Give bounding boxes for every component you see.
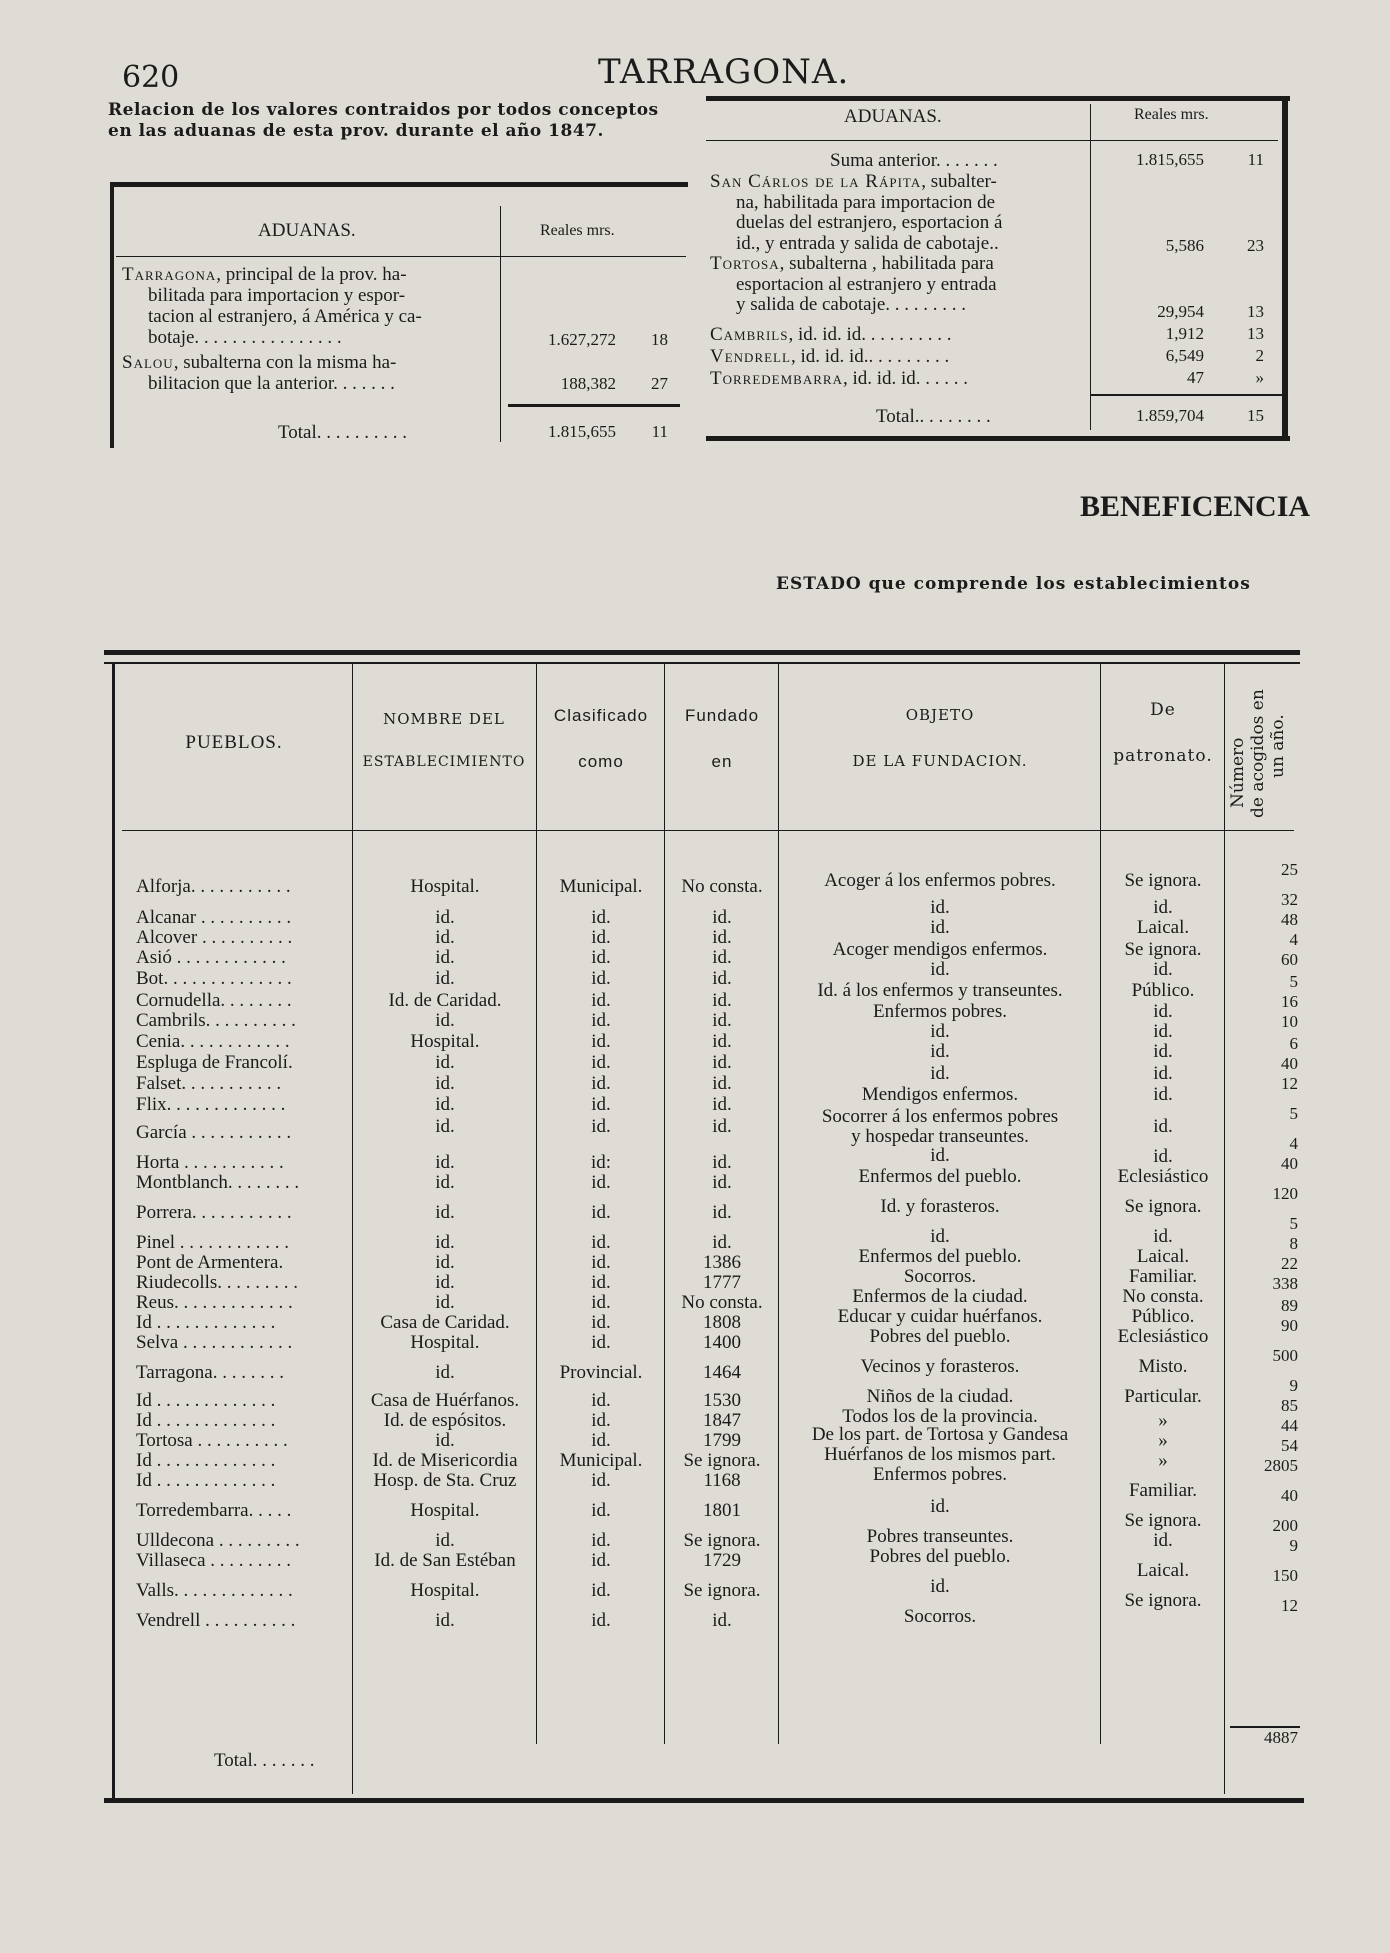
pueblos-cell: Espluga de Francolí. (136, 1052, 293, 1073)
pueblos-cell: Pinel . . . . . . . . . . . . (136, 1232, 290, 1253)
acogidos-cell: 200 (1272, 1516, 1298, 1535)
header-objeto-2: DE LA FUNDACION. (852, 752, 1028, 770)
left-total-reales: 1.815,655 (548, 422, 616, 441)
fundado-cell: 1168 (703, 1470, 741, 1491)
objeto-cell: Socorros. (903, 1606, 977, 1627)
objeto-cell: Socorros. (903, 1266, 977, 1287)
patronato-cell: id. (1153, 897, 1173, 918)
pueblos-cell: Tarragona. . . . . . . . (136, 1362, 284, 1383)
objeto-cell: id. (930, 1021, 950, 1042)
pueblos-cell: Id . . . . . . . . . . . . . (136, 1312, 276, 1333)
pueblos-cell: Riudecolls. . . . . . . . . (136, 1272, 299, 1293)
patronato-cell: Familiar. (1128, 1480, 1198, 1501)
objeto-cell: Niños de la ciudad. (866, 1386, 1014, 1407)
left-total-label: Total. . . . . . . . . . (278, 422, 408, 443)
san-carlos-mrs: 23 (1247, 236, 1264, 255)
patronato-cell: » (1158, 1430, 1168, 1451)
san-carlos-reales: 5,586 (1165, 236, 1204, 255)
fundado-cell: 1847 (703, 1410, 741, 1431)
nombre-cell: id. (435, 1202, 455, 1223)
acogidos-cell: 150 (1272, 1566, 1298, 1585)
acogidos-cell: 60 (1281, 950, 1298, 969)
suma-anterior-reales: 1.815,655 (1136, 150, 1204, 169)
patronato-cell: Se ignora. (1124, 1196, 1202, 1217)
header-objeto-1: OBJETO (905, 706, 975, 724)
fundado-cell: Se ignora. (683, 1450, 761, 1471)
patronato-cell: id. (1153, 1041, 1173, 1062)
clasificado-cell: id. (591, 1272, 611, 1293)
fundado-cell: id. (712, 1031, 732, 1052)
page-number: 620 (122, 60, 180, 95)
objeto-cell: Vecinos y forasteros. (860, 1356, 1020, 1377)
fundado-cell: 1729 (703, 1550, 741, 1571)
nombre-cell: Casa de Huérfanos. (370, 1390, 520, 1411)
fundado-cell: id. (712, 927, 732, 948)
nombre-cell: id. (435, 1272, 455, 1293)
fundado-cell: id. (712, 1073, 732, 1094)
clasificado-cell: id. (591, 1390, 611, 1411)
objeto-cell: Acoger mendigos enfermos. (832, 939, 1048, 960)
acogidos-cell: 9 (1289, 1536, 1298, 1555)
nombre-cell: Hospital. (410, 1031, 480, 1052)
patronato-cell: Laical. (1136, 1246, 1190, 1267)
fundado-cell: id. (712, 1232, 732, 1253)
suma-anterior-label: Suma anterior. . . . . . . (830, 150, 998, 171)
nombre-cell: id. (435, 1172, 455, 1193)
tortosa-mrs: 13 (1247, 302, 1264, 321)
clasificado-cell: id. (591, 947, 611, 968)
nombre-cell: Hospital. (410, 1580, 480, 1601)
clasificado-cell: id. (591, 927, 611, 948)
acogidos-cell: 6 (1289, 1034, 1298, 1053)
fundado-cell: 1808 (703, 1312, 741, 1333)
clasificado-cell: id. (591, 1202, 611, 1223)
clasificado-cell: Provincial. (559, 1362, 643, 1383)
fundado-cell: 1799 (703, 1430, 741, 1451)
patronato-cell: id. (1153, 959, 1173, 980)
objeto-cell: Enfermos del pueblo. (858, 1246, 1022, 1267)
patronato-cell: id. (1153, 1001, 1173, 1022)
nombre-cell: id. (435, 1610, 455, 1631)
objeto-cell: Huérfanos de los mismos part. (824, 1444, 1056, 1465)
customs-table-right (704, 96, 1290, 442)
acogidos-cell: 89 (1281, 1296, 1298, 1315)
pueblos-cell: Id . . . . . . . . . . . . . (136, 1390, 276, 1411)
running-title: TARRAGONA. (598, 52, 850, 92)
clasificado-cell: id. (591, 1232, 611, 1253)
objeto-cell: Enfermos pobres. (872, 1464, 1008, 1485)
nombre-cell: id. (435, 1052, 455, 1073)
objeto-cell: Todos los de la provincia. (842, 1406, 1038, 1427)
acogidos-cell: 40 (1281, 1154, 1298, 1173)
clasificado-cell: id. (591, 1312, 611, 1333)
pueblos-cell: Cambrils. . . . . . . . . . (136, 1010, 296, 1031)
fundado-cell: id. (712, 1116, 732, 1137)
objeto-cell: id. (930, 917, 950, 938)
clasificado-cell: id. (591, 1010, 611, 1031)
nombre-cell: id. (435, 1094, 455, 1115)
objeto-cell: Id. á los enfermos y transeuntes. (817, 980, 1063, 1001)
nombre-cell: Id. de San Estéban (374, 1550, 516, 1571)
pueblos-cell: Id . . . . . . . . . . . . . (136, 1450, 276, 1471)
estado-caption: ESTADO que comprende los establecimientos (776, 574, 1251, 594)
pueblos-cell: Selva . . . . . . . . . . . . (136, 1332, 293, 1353)
nombre-cell: Hospital. (410, 1500, 480, 1521)
clasificado-cell: Municipal. (559, 876, 643, 897)
total-label: Total. . . . . . . (214, 1750, 315, 1771)
pueblos-cell: Tortosa . . . . . . . . . . (136, 1430, 288, 1451)
acogidos-cell: 44 (1281, 1416, 1298, 1435)
acogidos-cell: 5 (1289, 1104, 1298, 1123)
pueblos-cell: Cenia. . . . . . . . . . . . (136, 1031, 290, 1052)
col-header-aduanas: ADUANAS. (258, 220, 356, 241)
pueblos-cell: Porrera. . . . . . . . . . . (136, 1202, 292, 1223)
patronato-cell: Público. (1131, 980, 1195, 1001)
customs-row-salou: Salou, subalterna con la misma ha- bilitacion que la anterior. . . . . . . (122, 352, 397, 394)
acogidos-cell: 12 (1281, 1074, 1298, 1093)
nombre-cell: Hospital. (410, 1332, 480, 1353)
col-header-reales: Reales mrs. (540, 222, 615, 239)
objeto-cell: id. (930, 1226, 950, 1247)
customs-row-cambrils: Cambrils, id. id. id. . . . . . . . . . (710, 324, 952, 345)
nombre-cell: id. (435, 1292, 455, 1313)
objeto-cell: id. (930, 1041, 950, 1062)
header-acogidos-1: Número (1228, 737, 1248, 808)
acogidos-cell: 338 (1272, 1274, 1298, 1293)
nombre-cell: id. (435, 1362, 455, 1383)
header-acogidos-3: un año. (1268, 714, 1288, 778)
pueblos-cell: Bot. . . . . . . . . . . . . . (136, 968, 292, 989)
acogidos-cell: 90 (1281, 1316, 1298, 1335)
nombre-cell: id. (435, 1152, 455, 1173)
nombre-cell: id. (435, 1010, 455, 1031)
acogidos-cell: 4 (1289, 1134, 1298, 1153)
patronato-cell: Eclesiástico (1117, 1326, 1209, 1347)
fundado-cell: id. (712, 1052, 732, 1073)
objeto-cell: Mendigos enfermos. (861, 1084, 1019, 1105)
fundado-cell: id. (712, 1152, 732, 1173)
acogidos-cell: 16 (1281, 992, 1298, 1011)
acogidos-cell: 500 (1272, 1346, 1298, 1365)
nombre-cell: id. (435, 1530, 455, 1551)
clasificado-cell: id. (591, 1500, 611, 1521)
nombre-cell: id. (435, 1252, 455, 1273)
section-title: BENEFICENCIA (1080, 490, 1311, 523)
patronato-cell: Particular. (1124, 1386, 1202, 1407)
tarragona-reales: 1.627,272 (548, 330, 616, 349)
nombre-cell: Id. de Misericordia (372, 1450, 518, 1471)
objeto-cell: id. (930, 1145, 950, 1166)
pueblos-cell: Reus. . . . . . . . . . . . . (136, 1292, 293, 1313)
clasificado-cell: id. (591, 1073, 611, 1094)
nombre-cell: id. (435, 1430, 455, 1451)
patronato-cell: id. (1153, 1063, 1173, 1084)
fundado-cell: id. (712, 990, 732, 1011)
fundado-cell: id. (712, 1202, 732, 1223)
objeto-cell: Educar y cuidar huérfanos. (837, 1306, 1043, 1327)
patronato-cell: Eclesiástico (1117, 1166, 1209, 1187)
pueblos-cell: Vendrell . . . . . . . . . . (136, 1610, 296, 1631)
nombre-cell: id. (435, 927, 455, 948)
objeto-cell: Pobres del pueblo. (869, 1326, 1011, 1347)
fundado-cell: No consta. (681, 876, 763, 897)
left-total-mrs: 11 (651, 422, 668, 441)
pueblos-cell: Flix. . . . . . . . . . . . . (136, 1094, 286, 1115)
nombre-cell: id. (435, 1232, 455, 1253)
pueblos-cell: Cornudella. . . . . . . . (136, 990, 292, 1011)
patronato-cell: Se ignora. (1124, 1510, 1202, 1531)
clasificado-cell: id. (591, 990, 611, 1011)
fundado-cell: id. (712, 1610, 732, 1631)
clasificado-cell: id. (591, 1094, 611, 1115)
pueblos-cell: Pont de Armentera. (136, 1252, 284, 1273)
pueblos-cell: Alforja. . . . . . . . . . . (136, 876, 291, 897)
customs-row-vendrell: Vendrell, id. id. id.. . . . . . . . . (710, 346, 950, 367)
clasificado-cell: id. (591, 1031, 611, 1052)
suma-anterior-mrs: 11 (1247, 150, 1264, 169)
fundado-cell: id. (712, 1094, 732, 1115)
patronato-cell: id. (1153, 1226, 1173, 1247)
nombre-cell: Hosp. de Sta. Cruz (373, 1470, 517, 1491)
customs-row-tortosa: Tortosa, subalterna , habilitada para esportacion al estranjero y entrada y salida de cabotaje. . . . . . . . . (710, 253, 997, 315)
vendrell-mrs: 2 (1255, 346, 1264, 365)
salou-reales: 188,382 (560, 374, 616, 393)
clasificado-cell: id: (590, 1152, 612, 1173)
header-fundado-1: Fundado (684, 706, 760, 725)
acogidos-cell: 85 (1281, 1396, 1298, 1415)
clasificado-cell: id. (591, 1052, 611, 1073)
tortosa-reales: 29,954 (1157, 302, 1204, 321)
objeto-cell: Socorrer á los enfermos pobres (821, 1106, 1059, 1127)
salou-mrs: 27 (651, 374, 668, 393)
header-pueblos: PUEBLOS. (185, 732, 283, 753)
customs-table-left (108, 182, 688, 452)
nombre-cell: id. (435, 968, 455, 989)
pueblos-cell: Horta . . . . . . . . . . . (136, 1152, 284, 1173)
acogidos-cell: 10 (1281, 1012, 1298, 1031)
nombre-cell: Hospital. (410, 876, 480, 897)
clasificado-cell: id. (591, 968, 611, 989)
header-patronato-2: patronato. (1113, 746, 1213, 766)
pueblos-cell: Id . . . . . . . . . . . . . (136, 1470, 276, 1491)
patronato-cell: id. (1153, 1116, 1173, 1137)
clasificado-cell: id. (591, 1580, 611, 1601)
acogidos-cell: 22 (1281, 1254, 1298, 1273)
clasificado-cell: id. (591, 1332, 611, 1353)
fundado-cell: id. (712, 1172, 732, 1193)
pueblos-cell: Id . . . . . . . . . . . . . (136, 1410, 276, 1431)
clasificado-cell: id. (591, 1610, 611, 1631)
fundado-cell: id. (712, 968, 732, 989)
fundado-cell: 1801 (703, 1500, 741, 1521)
patronato-cell: Se ignora. (1124, 870, 1202, 891)
acogidos-cell: 120 (1272, 1184, 1298, 1203)
right-total-reales: 1.859,704 (1136, 406, 1204, 425)
objeto-cell: y hospedar transeuntes. (851, 1126, 1029, 1147)
clasificado-cell: id. (591, 907, 611, 928)
fundado-cell: id. (712, 907, 732, 928)
nombre-cell: id. (435, 1116, 455, 1137)
acogidos-cell: 9 (1289, 1376, 1298, 1395)
fundado-cell: 1400 (703, 1332, 741, 1353)
nombre-cell: id. (435, 947, 455, 968)
tarragona-mrs: 18 (651, 330, 668, 349)
header-fundado-2: en (711, 752, 733, 771)
cambrils-mrs: 13 (1247, 324, 1264, 343)
nombre-cell: id. (435, 1073, 455, 1094)
pueblos-cell: Falset. . . . . . . . . . . (136, 1073, 282, 1094)
header-clasificado-2: como (578, 752, 624, 771)
acogidos-cell: 12 (1281, 1596, 1298, 1615)
acogidos-cell: 25 (1281, 860, 1298, 879)
header-acogidos-2: de acogidos en (1248, 689, 1268, 818)
clasificado-cell: id. (591, 1292, 611, 1313)
clasificado-cell: id. (591, 1470, 611, 1491)
pueblos-cell: García . . . . . . . . . . . (136, 1122, 292, 1143)
customs-row-san-carlos: San Cárlos de la Rápita, subalter- na, habilitada para importacion de duelas del estranjero, esportacion á id., y entrada y salida de cabotaje.. (710, 171, 1003, 254)
fundado-cell: id. (712, 1010, 732, 1031)
right-total-mrs: 15 (1247, 406, 1264, 425)
pueblos-cell: Villaseca . . . . . . . . . (136, 1550, 292, 1571)
clasificado-cell: id. (591, 1550, 611, 1571)
fundado-cell: 1464 (703, 1362, 741, 1383)
patronato-cell: Público. (1131, 1306, 1195, 1327)
beneficencia-table (104, 650, 1304, 1805)
header-nombre-2: ESTABLECIMIENTO (362, 754, 526, 770)
objeto-cell: id. (930, 959, 950, 980)
patronato-cell: Se ignora. (1124, 1590, 1202, 1611)
acogidos-cell: 40 (1281, 1486, 1298, 1505)
clasificado-cell: Municipal. (559, 1450, 643, 1471)
fundado-cell: 1386 (703, 1252, 741, 1273)
customs-caption: Relacion de los valores contraidos por todos conceptos en las aduanas de esta prov. durante el año 1847. (108, 100, 659, 141)
header-clasificado-1: Clasificado (553, 706, 649, 725)
objeto-cell: Enfermos pobres. (872, 1001, 1008, 1022)
patronato-cell: No consta. (1122, 1286, 1204, 1307)
header-nombre-1: NOMBRE DEL (383, 710, 505, 728)
pueblos-cell: Montblanch. . . . . . . . (136, 1172, 300, 1193)
patronato-cell: » (1158, 1410, 1168, 1431)
pueblos-cell: Valls. . . . . . . . . . . . . (136, 1580, 293, 1601)
patronato-cell: Laical. (1136, 1560, 1190, 1581)
acogidos-cell: 8 (1289, 1234, 1298, 1253)
fundado-cell: No consta. (681, 1292, 763, 1313)
nombre-cell: Id. de Caridad. (388, 990, 502, 1011)
cambrils-reales: 1,912 (1165, 324, 1204, 343)
patronato-cell: Misto. (1138, 1356, 1188, 1377)
vendrell-reales: 6,549 (1165, 346, 1204, 365)
customs-row-torredembarra: Torredembarra, id. id. id. . . . . . (710, 368, 969, 389)
acogidos-cell: 2805 (1264, 1456, 1298, 1475)
acogidos-cell: 54 (1281, 1436, 1298, 1455)
objeto-cell: id. (930, 1576, 950, 1597)
objeto-cell: Acoger á los enfermos pobres. (824, 870, 1056, 891)
pueblos-cell: Ulldecona . . . . . . . . . (136, 1530, 300, 1551)
objeto-cell: Id. y forasteros. (880, 1196, 1000, 1217)
patronato-cell: Familiar. (1128, 1266, 1198, 1287)
acogidos-cell: 48 (1281, 910, 1298, 929)
pueblos-cell: Torredembarra. . . . . (136, 1500, 292, 1521)
torredembarra-reales: 47 (1187, 368, 1204, 387)
objeto-cell: De los part. de Tortosa y Gandesa (811, 1424, 1069, 1445)
pueblos-cell: Alcover . . . . . . . . . . (136, 927, 293, 948)
col-header-aduanas-right: ADUANAS. (844, 106, 942, 127)
fundado-cell: Se ignora. (683, 1530, 761, 1551)
patronato-cell: id. (1153, 1084, 1173, 1105)
objeto-cell: Enfermos de la ciudad. (852, 1286, 1028, 1307)
acogidos-cell: 40 (1281, 1054, 1298, 1073)
clasificado-cell: id. (591, 1530, 611, 1551)
pueblos-cell: Alcanar . . . . . . . . . . (136, 907, 292, 928)
clasificado-cell: id. (591, 1116, 611, 1137)
patronato-cell: id. (1153, 1530, 1173, 1551)
objeto-cell: id. (930, 1063, 950, 1084)
objeto-cell: id. (930, 1496, 950, 1517)
fundado-cell: 1777 (703, 1272, 741, 1293)
fundado-cell: id. (712, 947, 732, 968)
patronato-cell: id. (1153, 1146, 1173, 1167)
objeto-cell: id. (930, 897, 950, 918)
nombre-cell: id. (435, 907, 455, 928)
torredembarra-mrs: » (1255, 368, 1264, 387)
total-acogidos: 4887 (1264, 1728, 1298, 1747)
objeto-cell: Enfermos del pueblo. (858, 1166, 1022, 1187)
pueblos-cell: Asió . . . . . . . . . . . . (136, 947, 286, 968)
acogidos-cell: 5 (1289, 972, 1298, 991)
fundado-cell: Se ignora. (683, 1580, 761, 1601)
acogidos-cell: 4 (1289, 930, 1298, 949)
clasificado-cell: id. (591, 1430, 611, 1451)
clasificado-cell: id. (591, 1252, 611, 1273)
acogidos-cell: 5 (1289, 1214, 1298, 1233)
objeto-cell: Pobres transeuntes. (866, 1526, 1014, 1547)
patronato-cell: » (1158, 1450, 1168, 1471)
customs-row-tarragona: Tarragona, principal de la prov. ha- bilitada para importacion y espor- tacion al estranjero, á América y ca- botaje. . . . . . . . . . . . . . . . (122, 264, 422, 348)
acogidos-cell: 32 (1281, 890, 1298, 909)
col-header-reales-right: Reales mrs. (1134, 106, 1209, 123)
header-patronato-1: De (1150, 700, 1176, 720)
objeto-cell: Pobres del pueblo. (869, 1546, 1011, 1567)
clasificado-cell: id. (591, 1172, 611, 1193)
clasificado-cell: id. (591, 1410, 611, 1431)
patronato-cell: Laical. (1136, 917, 1190, 938)
right-total-label: Total.. . . . . . . . (876, 406, 991, 427)
nombre-cell: Casa de Caridad. (380, 1312, 510, 1333)
fundado-cell: 1530 (703, 1390, 741, 1411)
nombre-cell: Id. de espósitos. (383, 1410, 507, 1431)
patronato-cell: id. (1153, 1021, 1173, 1042)
patronato-cell: Se ignora. (1124, 939, 1202, 960)
